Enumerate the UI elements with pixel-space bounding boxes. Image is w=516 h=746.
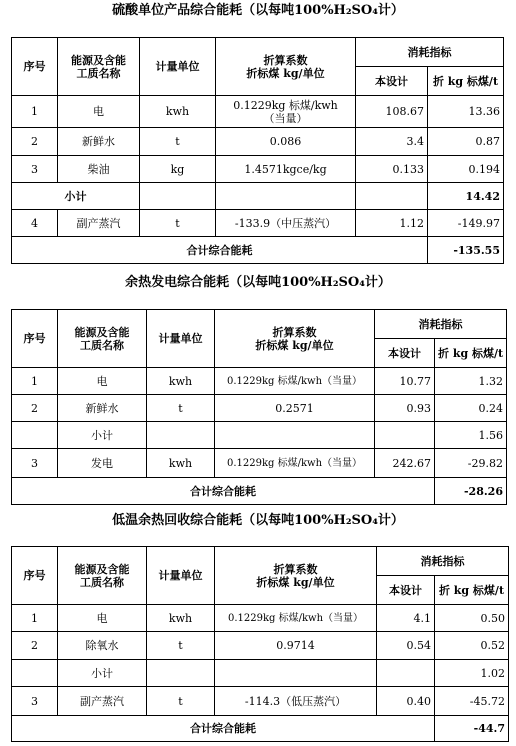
row-no: 4	[12, 210, 58, 237]
empty-cell	[356, 183, 428, 210]
row-design: 10.77	[375, 368, 435, 395]
row-unit: t	[140, 210, 216, 237]
row-std: 0.87	[428, 128, 504, 156]
subtotal-label: 小计	[12, 183, 140, 210]
row-coef: 0.1229kg 标煤/kwh （当量）	[216, 96, 356, 128]
row-std: -149.97	[428, 210, 504, 237]
header-coef: 折算系数 折标煤 kg/单位	[215, 310, 375, 368]
subtotal-row	[12, 660, 509, 687]
header-no: 序号	[12, 38, 58, 96]
row-coef: 0.086	[216, 128, 356, 156]
row-name: 发电	[58, 449, 147, 478]
row-design: 3.4	[356, 128, 428, 156]
row-std: 13.36	[428, 96, 504, 128]
empty-cell	[147, 422, 215, 449]
empty-cell	[12, 660, 58, 687]
header-consume: 消耗指标	[375, 310, 507, 339]
header-no: 序号	[12, 310, 58, 368]
row-coef: 0.2571	[215, 395, 375, 422]
total-row	[12, 716, 509, 742]
empty-cell	[375, 422, 435, 449]
empty-cell	[215, 660, 377, 687]
row-no: 2	[12, 395, 58, 422]
table-row	[12, 687, 509, 716]
row-name: 副产蒸汽	[58, 210, 140, 237]
total-label: 合计综合能耗	[12, 478, 435, 505]
header-design: 本设计	[377, 576, 435, 605]
total-label: 合计综合能耗	[12, 237, 428, 264]
header-consume: 消耗指标	[377, 547, 509, 576]
empty-cell	[377, 660, 435, 687]
row-design: 0.133	[356, 156, 428, 183]
row-design: 1.12	[356, 210, 428, 237]
subtotal-value: 1.02	[435, 660, 509, 687]
section-3-title: 低温余热回收综合能耗（以每吨100%H₂SO₄计）	[112, 513, 404, 528]
subtotal-label: 小计	[58, 660, 147, 687]
empty-cell	[216, 183, 356, 210]
header-coef: 折算系数 折标煤 kg/单位	[215, 547, 377, 605]
table-row	[12, 632, 509, 660]
subtotal-value: 14.42	[428, 183, 504, 210]
total-value: -135.55	[428, 237, 504, 264]
total-value: -28.26	[435, 478, 507, 505]
empty-cell	[12, 422, 58, 449]
row-design: 4.1	[377, 605, 435, 632]
row-design: 108.67	[356, 96, 428, 128]
row-std: -45.72	[435, 687, 509, 716]
empty-cell	[147, 660, 215, 687]
row-unit: t	[147, 632, 215, 660]
row-coef: 0.1229kg 标煤/kwh（当量）	[215, 605, 377, 632]
total-value: -44.7	[435, 716, 509, 742]
empty-cell	[215, 422, 375, 449]
header-unit: 计量单位	[147, 310, 215, 368]
section-2-title: 余热发电综合能耗（以每吨100%H₂SO₄计）	[125, 275, 391, 290]
table-row	[12, 96, 504, 128]
row-name: 副产蒸汽	[58, 687, 147, 716]
row-unit: kwh	[140, 96, 216, 128]
row-no: 2	[12, 128, 58, 156]
row-coef: 1.4571kgce/kg	[216, 156, 356, 183]
table-row	[12, 156, 504, 183]
header-coef: 折算系数 折标煤 kg/单位	[216, 38, 356, 96]
row-no: 1	[12, 605, 58, 632]
row-unit: kwh	[147, 605, 215, 632]
row-coef: -133.9（中压蒸汽）	[216, 210, 356, 237]
subtotal-value: 1.56	[435, 422, 507, 449]
section-3-table	[11, 546, 509, 742]
section-1-table	[11, 37, 504, 264]
table-row	[12, 395, 507, 422]
header-unit: 计量单位	[140, 38, 216, 96]
subtotal-label: 小计	[58, 422, 147, 449]
row-name: 电	[58, 605, 147, 632]
row-name: 除氧水	[58, 632, 147, 660]
row-name: 电	[58, 368, 147, 395]
row-name: 电	[58, 96, 140, 128]
section-1-title: 硫酸单位产品综合能耗（以每吨100%H₂SO₄计）	[112, 3, 404, 18]
row-coef: 0.1229kg 标煤/kwh（当量）	[215, 449, 375, 478]
subtotal-row	[12, 183, 504, 210]
row-no: 1	[12, 96, 58, 128]
row-no: 2	[12, 632, 58, 660]
row-no: 1	[12, 368, 58, 395]
row-no: 3	[12, 687, 58, 716]
header-unit: 计量单位	[147, 547, 215, 605]
row-unit: t	[140, 128, 216, 156]
row-std: 1.32	[435, 368, 507, 395]
row-design: 242.67	[375, 449, 435, 478]
subtotal-row	[12, 422, 507, 449]
row-unit: t	[147, 395, 215, 422]
row-unit: kwh	[147, 368, 215, 395]
row-name: 新鲜水	[58, 395, 147, 422]
header-name: 能源及含能 工质名称	[58, 38, 140, 96]
table-row	[12, 368, 507, 395]
row-std: 0.194	[428, 156, 504, 183]
header-std: 折 kg 标煤/t	[435, 576, 509, 605]
row-coef: 0.9714	[215, 632, 377, 660]
row-std: 0.24	[435, 395, 507, 422]
row-unit: kg	[140, 156, 216, 183]
header-no: 序号	[12, 547, 58, 605]
row-no: 3	[12, 449, 58, 478]
header-std: 折 kg 标煤/t	[435, 339, 507, 368]
row-name: 柴油	[58, 156, 140, 183]
row-std: -29.82	[435, 449, 507, 478]
table-row	[12, 210, 504, 237]
empty-cell	[140, 183, 216, 210]
row-std: 0.50	[435, 605, 509, 632]
total-label: 合计综合能耗	[12, 716, 435, 742]
total-row	[12, 237, 504, 264]
header-design: 本设计	[375, 339, 435, 368]
table-row	[12, 128, 504, 156]
header-name: 能源及含能 工质名称	[58, 547, 147, 605]
row-unit: kwh	[147, 449, 215, 478]
row-no: 3	[12, 156, 58, 183]
section-2-table	[11, 309, 507, 505]
row-std: 0.52	[435, 632, 509, 660]
total-row	[12, 478, 507, 505]
row-unit: t	[147, 687, 215, 716]
header-consume: 消耗指标	[356, 38, 504, 67]
row-name: 新鲜水	[58, 128, 140, 156]
row-design: 0.40	[377, 687, 435, 716]
row-design: 0.93	[375, 395, 435, 422]
header-std: 折 kg 标煤/t	[428, 67, 504, 96]
row-design: 0.54	[377, 632, 435, 660]
table-row	[12, 449, 507, 478]
table-row	[12, 605, 509, 632]
header-name: 能源及含能 工质名称	[58, 310, 147, 368]
row-coef: 0.1229kg 标煤/kwh（当量）	[215, 368, 375, 395]
header-design: 本设计	[356, 67, 428, 96]
row-coef: -114.3（低压蒸汽）	[215, 687, 377, 716]
